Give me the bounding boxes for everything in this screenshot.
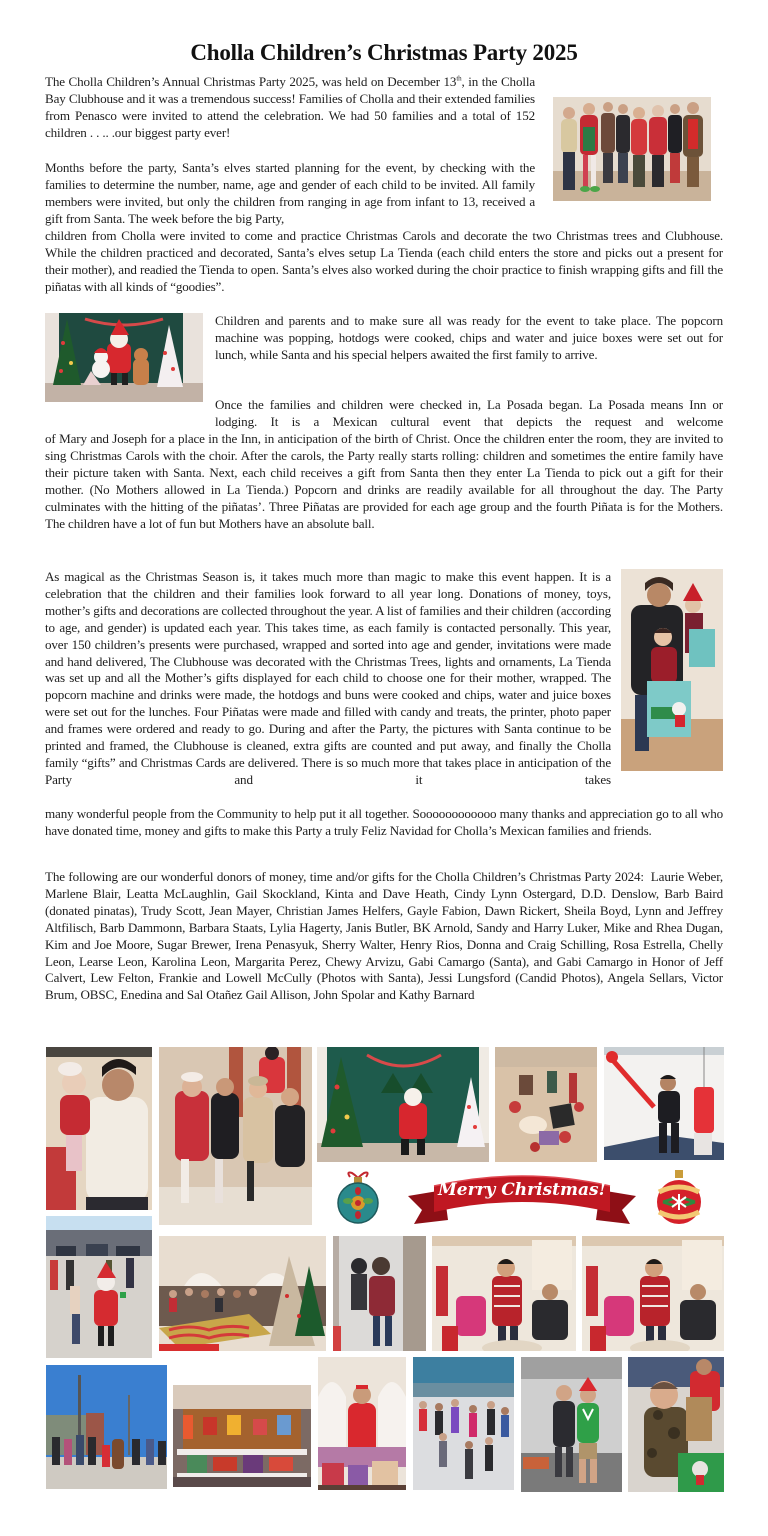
planning-paragraph-side: Months before the party, Santa’s elves started planning for the event, by checking with the families to determine the number, name, age and gender of each child to be invited. All family members were invited, but only the children from ranging in age from infant to 13, received a gift from Santa. The week before the big Party,: [45, 160, 535, 226]
la-posada-paragraph-full: of Mary and Joseph for a place in the Inn, in anticipation of the birth of Christ. Once the children enter the room, they are invited to sing Christmas Carols with the choir. After the carols, the Party really starts rolling: children and sometimes the entire family have their picture taken with Santa. Next, each child receives a gift from Santa then they enter La Tienda to pick out a gift for their mother. (No Mothers allowed in La Tienda.) Popcorn and drinks are readily available for all throughout the day. The Party culminates with the hitting of the piñatas’. Three Piñatas are provided for each age group and the fourth Piñata is for the Mothers. The children have a lot of fun but Mothers have an absolute ball.: [45, 431, 723, 531]
collage-photo-outdoor-crowd-line: [413, 1357, 514, 1490]
banner-text: Merry Christmas!: [437, 1180, 607, 1200]
collage-photo-mother-holding-baby: [46, 1047, 152, 1210]
elves-group-photo: [553, 97, 711, 201]
collage-photo-la-tienda-table: [495, 1047, 597, 1162]
collage-photo-la-tienda-gifts-room: [173, 1385, 311, 1487]
magic-paragraph-full: many wonderful people from the Community to help put it all together. Soooooooooooo many thanks and appreciation go to all who have donated time, money and gifts to make this Party a truly Feliz Navidad for Cholla’s Mexican families and friends.: [45, 806, 723, 838]
ornament-teal-floral-icon: [336, 1171, 380, 1227]
collage-photo-woman-with-gifts: [318, 1357, 406, 1490]
santa-booth-illustration: [45, 313, 203, 402]
donors-paragraph: The following are our wonderful donors of money, time and/or gifts for the Cholla Children’s Christmas Party 2024: Laurie Weber, Marlene Blair, Leatta McLaughlin, Gail Skockland, Kinta and Dave Heath, Cindy Lynn Ostergard, D.D. Denslow, Barb Baird (donated pinatas), Trudy Scott, Jean Mayer, Christian James Helfers, Gayle Fabion, Dawn Rickert, Sheila Boyd, Lynn and Jeffrey Altfilisch, Barb Dammonn, Barbara Staats, Lylia Hagerty, Janis Butler, BK Arnold, Sandy and Harry Luker, Mike and Rhea Dugan, Kim and Joe Moore, Sugar Brewer, Irena Penasyuk, Sherry Walter, Henry Rios, Donna and Craig Schilling, Rosa Estrella, Chelly Leon, Learse Leon, Karolina Leon, Margarita Perez, Chewy Arvizu, Gabi Camargo (Santa), and Gabi Camargo in Honor of Jeff Calvert, Lew Felton, Frankie and Lowell McCully (Photos with Santa), Jessi Lungsford (Candid Photos), Angela Sellars, Victor Brum, OBSC, Enedina and Sal Otañez Gail Allison, John Spolar and Kathy Barnard: [45, 869, 723, 1003]
merry-christmas-banner: [408, 1172, 636, 1224]
collage-photo-boy-with-gift-bag: [628, 1357, 724, 1492]
magic-paragraph-side: As magical as the Christmas Season is, it takes much more than magic to make this event happen. It is a celebration that the children and their families look forward to all year long. Donations of money, toys, mother’s gifts and decorations are collected throughout the year. A list of families and their children (according to age, and gender) is updated each year. This takes time, as each family is contacted personally. This year, over 150 children’s presents were purchased, wrapped and sorted into age and gender, invitations were made and hand delivered, The Clubhouse was decorated with the Christmas Trees, lights and ornaments, La Tienda was set up and all the Mother’s gifts displayed for each child to choose one for their mother, wrapped. The popcorn machine and drinks were made, the hotdogs and buns were cooked and chips, water and juice boxes were set out for the lunches. Four Piñatas were made and filled with candy and treats, the printer, photo paper and frames were ordered and ready to go. During and after the Party, the pictures with Santa continue to be printed and framed, the Clubhouse is cleaned, extra gifts are counted and put away, and finally the Cholla family “gifts” and Christmas Cards are delivered. There is so much more that takes place in anticipation of the Party and it takes: [45, 569, 611, 787]
mother-child-illustration: [621, 569, 723, 771]
collage-photo-santa-booth: [317, 1047, 489, 1162]
collage-photo-boy-red-sweater-2: [582, 1236, 724, 1351]
preparation-paragraph: Children and parents and to make sure all was ready for the event to take place. The popcorn machine was popping, hotdogs were cooked, chips and water and juice boxes were set out for lunch, while Santa and his special helpers awaited the first family to arrive.: [215, 313, 723, 362]
intro-text-a: The Cholla Children’s Annual Christmas Party 2025, was held on December 13: [45, 74, 457, 89]
collage-photo-boy-hitting-pinata: [604, 1047, 724, 1160]
intro-text-b: , in the Cholla Bay Clubhouse and it was a tremendous success! Families of Cholla and their extended families from Penasco were invited to attend the celebration. We had 50 families and a total of 152 children . . .. .our biggest party ever!: [45, 74, 535, 140]
ordinal-suffix: th: [456, 74, 462, 83]
collage-photo-street-crowd: [46, 1365, 167, 1489]
planning-paragraph-full: children from Cholla were invited to come and practice Christmas Carols and decorate the two Christmas trees and Clubhouse. While the children practiced and decorated, Santa’s elves setup La Tienda (each child enters the store and picks out a present for their mother), and readied the Tienda to open. Santa’s elves also worked during the choir practice to finish wrapping gifts and fill the piñatas with all kinds of “goodies”.: [45, 228, 723, 294]
mother-and-child-with-gift-bag-photo: [621, 569, 723, 771]
collage-photo-children-at-window: [333, 1236, 426, 1351]
elves-group-illustration: [553, 97, 711, 201]
collage-photo-kitchen-volunteers: [521, 1357, 622, 1492]
collage-photo-clubhouse-crowd-tree: [159, 1236, 326, 1351]
article-title: Cholla Children’s Christmas Party 2025: [190, 40, 578, 65]
la-posada-paragraph-side: Once the families and children were checked in, La Posada began. La Posada means Inn or lodging. It is a Mexican cultural event that depicts the request and welcome: [215, 397, 723, 429]
collage-photo-santa-pinata-outdoors: [46, 1216, 152, 1358]
intro-paragraph: [45, 74, 535, 142]
santa-booth-decorations-photo: [45, 313, 203, 402]
ornament-red-snowflake-icon: [655, 1168, 703, 1226]
collage-photo-boy-red-sweater-1: [432, 1236, 576, 1351]
collage-photo-children-choir: [159, 1047, 312, 1225]
